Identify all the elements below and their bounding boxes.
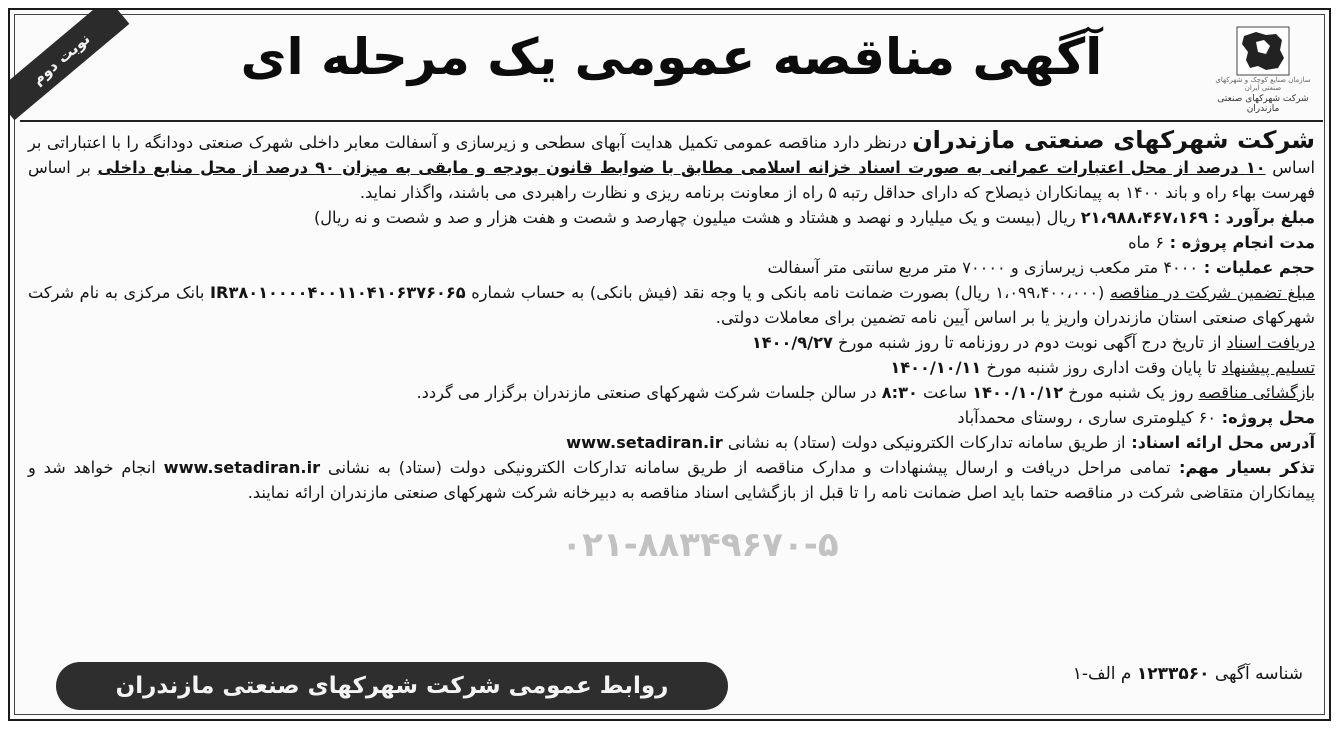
ad-frame: [8, 8, 1331, 721]
watermark-phone: ۰۲۱-۸۸۳۴۹۶۷۰-۵: [561, 525, 839, 565]
reminder-text-2: انجام خواهد شد و پیمانکاران متقاضی شرکت در مناقصه حتما باید اصل ضمانت نامه را تا قبل از بازگشایی اسناد مناقصه به دبیرخانه شرکت شهرکهای صنعتی مازندران ارائه نمایند.: [28, 458, 1315, 502]
opening-date: ۱۴۰۰/۱۰/۱۲: [972, 383, 1064, 402]
submit-text: تا پایان وقت اداری روز شنبه مورخ: [981, 358, 1222, 377]
opening-line: [28, 380, 1315, 405]
logo-caption-small: سازمان صنایع کوچک و شهرکهای صنعتی ایران: [1215, 76, 1311, 92]
reminder-paragraph: [28, 455, 1315, 505]
guarantee-iban: IR۳۸۰۱۰۰۰۰۴۰۰۱۱۰۴۱۰۶۳۷۶۰۶۵: [210, 283, 466, 302]
company-logo: [1213, 26, 1313, 114]
logo-caption: شرکت شهرکهای صنعتی مازندران: [1217, 94, 1309, 114]
submit-date: ۱۴۰۰/۱۰/۱۱: [890, 358, 982, 377]
volume-value: ۴۰۰۰ متر مکعب زیرسازی و ۷۰۰۰۰ متر مربع سانتی متر آسفالت: [767, 258, 1199, 277]
funding-source: ۱۰ درصد از محل اعتبارات عمرانی به صورت اسناد خزانه اسلامی مطابق با ضوابط قانون بودجه و مابقی به میزان ۹۰ درصد از محل منابع داخلی: [97, 158, 1266, 177]
reminder-url: www.setadiran.ir: [163, 458, 321, 477]
duration-line: [28, 230, 1315, 255]
guarantee-line: [28, 280, 1315, 330]
guarantee-text-1: (۱،۰۹۹،۴۰۰،۰۰۰ ریال) بصورت ضمانت نامه بانکی و یا وجه نقد (فیش بانکی) به حساب شماره: [465, 283, 1110, 302]
address-url: www.setadiran.ir: [566, 433, 723, 452]
iran-map-icon: [1236, 26, 1290, 76]
guarantee-label: مبلغ تضمین شرکت در مناقصه: [1109, 283, 1315, 302]
estimate-label: مبلغ برآورد :: [1207, 208, 1315, 227]
receive-docs-date: ۱۴۰۰/۹/۲۷: [751, 333, 833, 352]
ad-id-suffix: م الف-۱: [1072, 664, 1137, 684]
opening-text-3: در سالن جلسات شرکت شهرکهای صنعتی مازندران برگزار می گردد.: [416, 383, 882, 402]
ad-id-label: شناسه آگهی: [1209, 664, 1303, 684]
address-label: آدرس محل ارائه اسناد:: [1125, 433, 1315, 452]
receive-docs-line: [28, 330, 1315, 355]
guarantee-text-2: بانک مرکزی به نام شرکت شهرکهای صنعتی استان مازندران واریز یا بر اساس آیین نامه تضمین برای معاملات دولتی.: [28, 283, 1315, 327]
estimate-text: ریال (بیست و یک میلیارد و نهصد و هشتاد و هشت میلیون چهارصد و شصت و هفت هزار و صد و شصت و نه ریال): [313, 208, 1081, 227]
address-text: از طریق سامانه تدارکات الکترونیکی دولت (ستاد) به نشانی: [722, 433, 1126, 452]
ad-header: [20, 20, 1323, 122]
opening-text-1: روز یک شنبه مورخ: [1063, 383, 1199, 402]
intro-text-1: درنظر دارد مناقصه عمومی تکمیل هدایت آبهای سطحی و زیرسازی و آسفالت معابر داخلی شهرک صنعتی دودانگه را با اعتباراتی بر اساس: [28, 133, 1316, 177]
location-label: محل پروژه:: [1216, 408, 1315, 427]
company-name: شرکت شهرکهای صنعتی مازندران: [912, 126, 1315, 154]
duration-label: مدت انجام پروژه :: [1164, 233, 1315, 252]
estimate-amount: ۲۱،۹۸۸،۴۶۷،۱۶۹: [1080, 208, 1208, 227]
public-relations-banner: روابط عمومی شرکت شهرکهای صنعتی مازندران: [56, 662, 728, 710]
ad-id-line: [1073, 662, 1303, 686]
opening-label: بازگشائی مناقصه: [1198, 383, 1315, 402]
ad-id-value: ۱۲۳۳۵۶۰: [1136, 664, 1210, 684]
opening-text-2: ساعت: [917, 383, 973, 402]
ad-title: آگهی مناقصه عمومی یک مرحله ای: [240, 28, 1103, 86]
receive-docs-label: دریافت اسناد: [1226, 333, 1315, 352]
reminder-label: تذکر بسیار مهم:: [1170, 458, 1315, 477]
ad-body: [28, 128, 1315, 505]
volume-label: حجم عملیات :: [1198, 258, 1315, 277]
duration-value: ۶ ماه: [1128, 233, 1165, 252]
reminder-text-1: تمامی مراحل دریافت و ارسال پیشنهادات و مدارک مناقصه از طریق سامانه تدارکات الکترونیکی دولت (ستاد) به نشانی: [320, 458, 1171, 477]
volume-line: [28, 255, 1315, 280]
intro-paragraph: [28, 128, 1315, 205]
location-line: [28, 405, 1315, 430]
submit-label: تسلیم پیشنهاد: [1221, 358, 1315, 377]
submit-line: [28, 355, 1315, 380]
address-line: [28, 430, 1315, 455]
intro-text-2: بر اساس فهرست بهاء راه و باند ۱۴۰۰ به پیمانکاران ذیصلاح که دارای حداقل رتبه ۵ راه از معاونت برنامه ریزی و نظارت راهبردی می باشند، واگذار نماید.: [28, 158, 1315, 202]
opening-time: ۸:۳۰: [881, 383, 918, 402]
receive-docs-text: از تاریخ درج آگهی نوبت دوم در روزنامه تا روز شنبه مورخ: [832, 333, 1227, 352]
edition-ribbon: نوبت دوم: [8, 8, 129, 120]
estimate-line: [28, 205, 1315, 230]
location-value: ۶۰ کیلومتری ساری ، روستای محمدآباد: [957, 408, 1217, 427]
